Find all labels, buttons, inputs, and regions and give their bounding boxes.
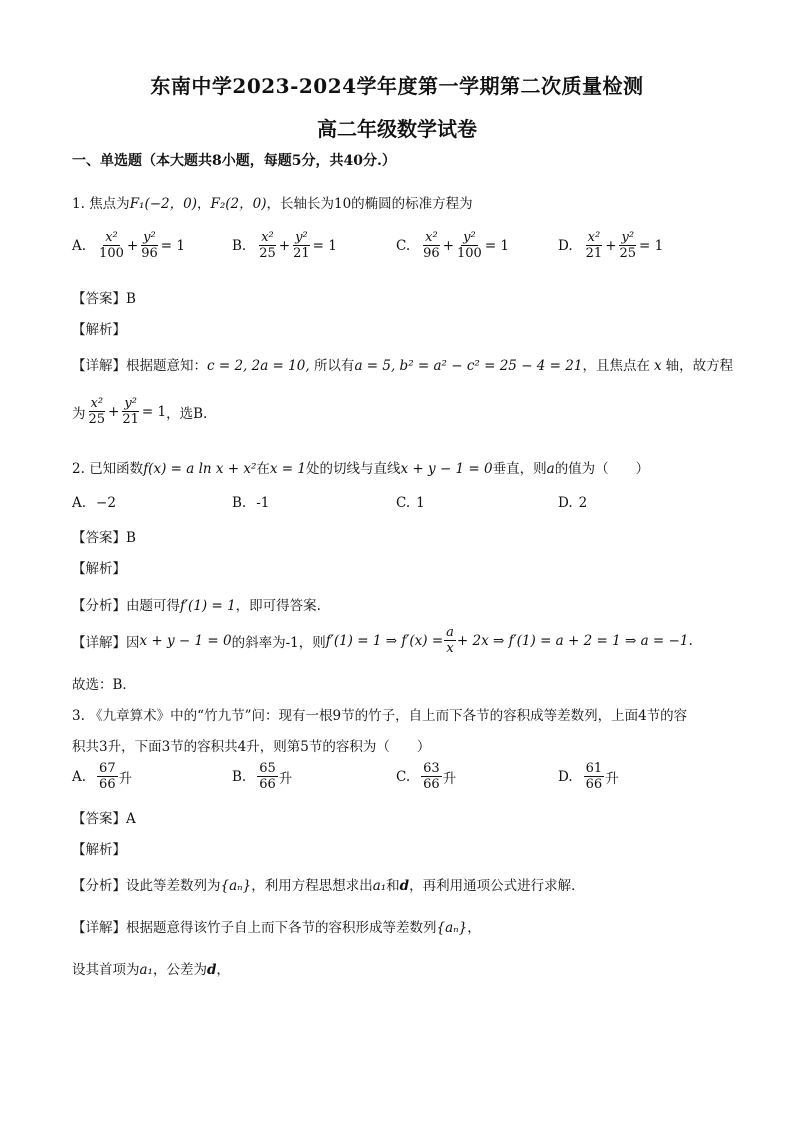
q3-option-b [232,761,292,792]
q2-option-text: 1 [416,495,425,511]
q1-stem [72,192,473,212]
q3-detail [72,916,481,936]
detail-math: d [206,962,217,978]
frac-num: x² [90,396,104,411]
frac-den: 21 [293,246,310,261]
detail-math: {aₙ} [436,920,468,936]
frac-den: 25 [259,246,276,261]
q2-stem [72,457,649,477]
unit-text: 升 [278,770,293,787]
fenxi-text: 和 [386,878,400,894]
q2-stem-text: 处的切线与直线 [306,461,401,477]
fenxi-math: d [399,878,410,894]
q2-option-a [72,495,116,511]
q1-option-c: C. $\frac{\text{x²}}{96}$ + $\frac{\text{y²}}{100}$ = 1 [396,230,510,261]
q3-answer [72,807,136,827]
q1-analysis-label: 【解析】 [72,322,126,338]
frac-num: y² [124,396,137,411]
q2-option-text: 2 [578,495,588,511]
exam-title: 东南中学2023-2024学年度第一学期第二次质量检测 [150,74,644,98]
fenxi-text: 由题可得 [126,598,180,614]
q1-detail-line2: 为 $\frac{\text{x²}}{25}$ + $\frac{\text{y²}}{21}$ = 1 ，选B. [72,396,208,427]
eq-tail: = 1 [141,403,167,420]
q3-option-d [558,761,619,792]
unit-text: 升 [442,770,457,787]
frac-den: 21 [122,412,139,427]
detail-text: 为 [72,405,86,422]
q3-option-letter: B. [232,768,247,785]
detail-text: 设其首项为 [72,962,140,978]
answer-value: B [126,291,136,307]
frac-num: 61 [585,761,603,776]
section-heading: 一、单选题（本大题共8小题，每题5分，共40分.） [72,153,396,169]
detail-math: c = 2, 2a = 10, [207,358,310,374]
q2-option-text: -1 [256,495,270,511]
frac-num: x² [587,230,601,245]
q2-option-b [232,495,269,511]
frac-num: a [446,625,454,640]
q1-option-letter: C. [396,237,411,254]
q1-answer [72,287,136,307]
frac-num: y² [621,230,635,245]
q1-f1: F₁(−2，0) [129,196,197,212]
detail-math: a = 5, b² = a² − c² = 25 − 4 = 21 [354,358,583,374]
frac-den: 100 [457,246,482,261]
q1-number: 1. [72,196,85,212]
fraction [97,761,118,792]
frac-num: y² [295,230,308,245]
q3-stem-line1 [72,704,687,724]
q3-number: 3. [72,708,85,724]
q2-stem-math: x + y − 1 = 0 [400,461,493,477]
fraction [455,230,484,261]
answer-label: 【答案】 [72,811,126,827]
answer-label: 【答案】 [72,291,126,307]
frac-den: 96 [141,246,158,261]
fraction [584,761,605,792]
frac-den: 66 [259,777,276,792]
detail-math: x [653,358,662,374]
fraction [139,230,160,261]
q3-analysis-label: 【解析】 [72,842,126,858]
eq-tail: = 1 [639,237,664,254]
frac-den: 66 [99,777,116,792]
q2-stem-math: x = 1 [269,461,307,477]
q3-option-c [396,761,456,792]
fenxi-label: 【分析】 [72,598,126,614]
frac-den: 96 [423,246,440,261]
eq-tail: = 1 [484,237,510,254]
fenxi-math: f′(1) = 1 [180,598,236,614]
detail-text: 根据题意知： [126,358,207,374]
detail-math: f′(1) = 1 ⇒ f′(x) = [325,632,444,649]
q2-stem-text: 已知函数 [89,461,144,477]
frac-num: 65 [259,761,276,776]
q2-stem-text: 在 [256,461,270,477]
detail-label: 【详解】 [72,920,126,936]
q3-option-letter: C. [396,768,411,785]
detail-text: ， [216,962,230,978]
q1-stem-b: ，长轴长为10的椭圆的标准方程为 [266,196,473,212]
q2-fenxi [72,594,321,614]
q2-answer [72,526,136,546]
q3-option-a [72,761,132,792]
fenxi-text: ，即可得答案. [235,598,321,614]
fraction [120,396,141,427]
frac-den: x [446,641,454,656]
detail-text: 的斜率为-1，则 [231,634,326,651]
q2-stem-text: 垂直，则 [492,461,547,477]
q1-option-a: A. $\frac{\text{x²}}{100}$ + $\frac{\text{y²}}{96}$ = 1 [72,230,185,261]
q1-option-letter: D. [558,237,573,254]
frac-num: x² [425,230,438,245]
answer-label: 【答案】 [72,530,126,546]
fenxi-math: {aₙ} [220,878,252,894]
eq-tail: = 1 [160,237,185,254]
frac-num: x² [261,230,274,245]
q2-option-c [396,495,425,511]
fraction [421,230,442,261]
frac-num: y² [463,230,476,245]
fraction [421,761,442,792]
eq-tail: = 1 [312,237,337,254]
detail-text: 所以有 [313,358,355,374]
frac-den: 66 [585,777,603,792]
q1-sep: ， [197,196,211,212]
fraction [97,230,126,261]
q2-detail [72,625,693,656]
fraction [584,230,605,261]
frac-den: 25 [88,412,106,427]
detail-label: 【详解】 [72,634,126,651]
q2-stem-math: a [546,461,555,477]
unit-text: 升 [118,770,133,787]
q2-conclusion: 故选：B． [72,677,136,693]
q2-option-text: −2 [96,495,116,511]
q2-option-letter: B. [232,495,247,511]
q1-option-b: B. $\frac{\text{x²}}{25}$ + $\frac{\text{y²}}{21}$ = 1 [232,230,337,261]
fenxi-text: ，再利用通项公式进行求解． [409,878,585,894]
answer-value: A [126,811,136,827]
q1-option-d: D. $\frac{\text{x²}}{21}$ + $\frac{\text{y²}}{25}$ = 1 [558,230,664,261]
exam-subtitle: 高二年级数学试卷 [317,117,477,141]
detail-text: ，公差为 [152,962,207,978]
q1-detail [72,354,733,374]
q2-number: 2. [72,461,85,477]
q2-analysis-label: 【解析】 [72,561,126,577]
q1-option-letter: B. [232,237,247,254]
q3-detail-line2 [72,958,230,978]
detail-text: 因 [126,634,140,651]
answer-value: B [126,530,136,546]
q3-option-letter: D. [558,768,573,785]
frac-den: 21 [585,246,603,261]
detail-text: ，选B. [166,405,208,422]
q2-option-letter: A. [72,495,87,511]
detail-math: + 2x ⇒ f′(1) = a + 2 = 1 ⇒ a = −1 [456,632,689,649]
unit-text: 升 [605,770,619,787]
q3-fenxi [72,874,585,894]
q3-option-letter: A. [72,768,87,785]
q1-option-letter: A. [72,237,87,254]
frac-den: 66 [423,777,440,792]
detail-text: 轴，故方程 [665,358,734,374]
detail-text: 根据题意得该竹子自上而下各节的容积形成等差数列 [126,920,437,936]
fenxi-text: ，利用方程思想求出 [251,878,373,894]
fenxi-label: 【分析】 [72,878,126,894]
fraction [257,761,278,792]
fenxi-math: a₁ [372,878,387,894]
frac-num: y² [143,230,156,245]
q3-stem-line2: 积共3升，下面3节的容积共4升，则第5节的容积为（ ） [72,739,431,755]
q2-stem-text: 的值为（ ） [554,461,650,477]
frac-den: 25 [619,246,637,261]
frac-num: 67 [99,761,116,776]
fraction [87,396,108,427]
detail-label: 【详解】 [72,358,126,374]
fraction [291,230,312,261]
q1-f2: F₂(2，0) [210,196,267,212]
q2-option-letter: C. [396,495,411,511]
q2-stem-math: f(x) = a ln x + x² [143,461,257,477]
fraction [618,230,639,261]
detail-text: ，且焦点在 [582,358,650,374]
fraction [444,625,456,656]
q2-option-d [558,495,587,511]
detail-math: x + y − 1 = 0 [139,632,232,649]
fenxi-text: 设此等差数列为 [126,878,221,894]
frac-den: 100 [99,246,124,261]
detail-text: ， [467,920,481,936]
detail-text: . [688,632,693,649]
detail-math: a₁ [139,962,153,978]
frac-num: x² [105,230,118,245]
frac-num: 63 [423,761,440,776]
q3-stem-text: 《九章算术》中的“竹九节”问：现有一根9节的竹子，自上而下各节的容积成等差数列，上面4节的容 [89,708,688,724]
q1-stem-a: 焦点为 [89,196,130,212]
fraction [257,230,278,261]
q2-option-letter: D. [558,495,573,511]
